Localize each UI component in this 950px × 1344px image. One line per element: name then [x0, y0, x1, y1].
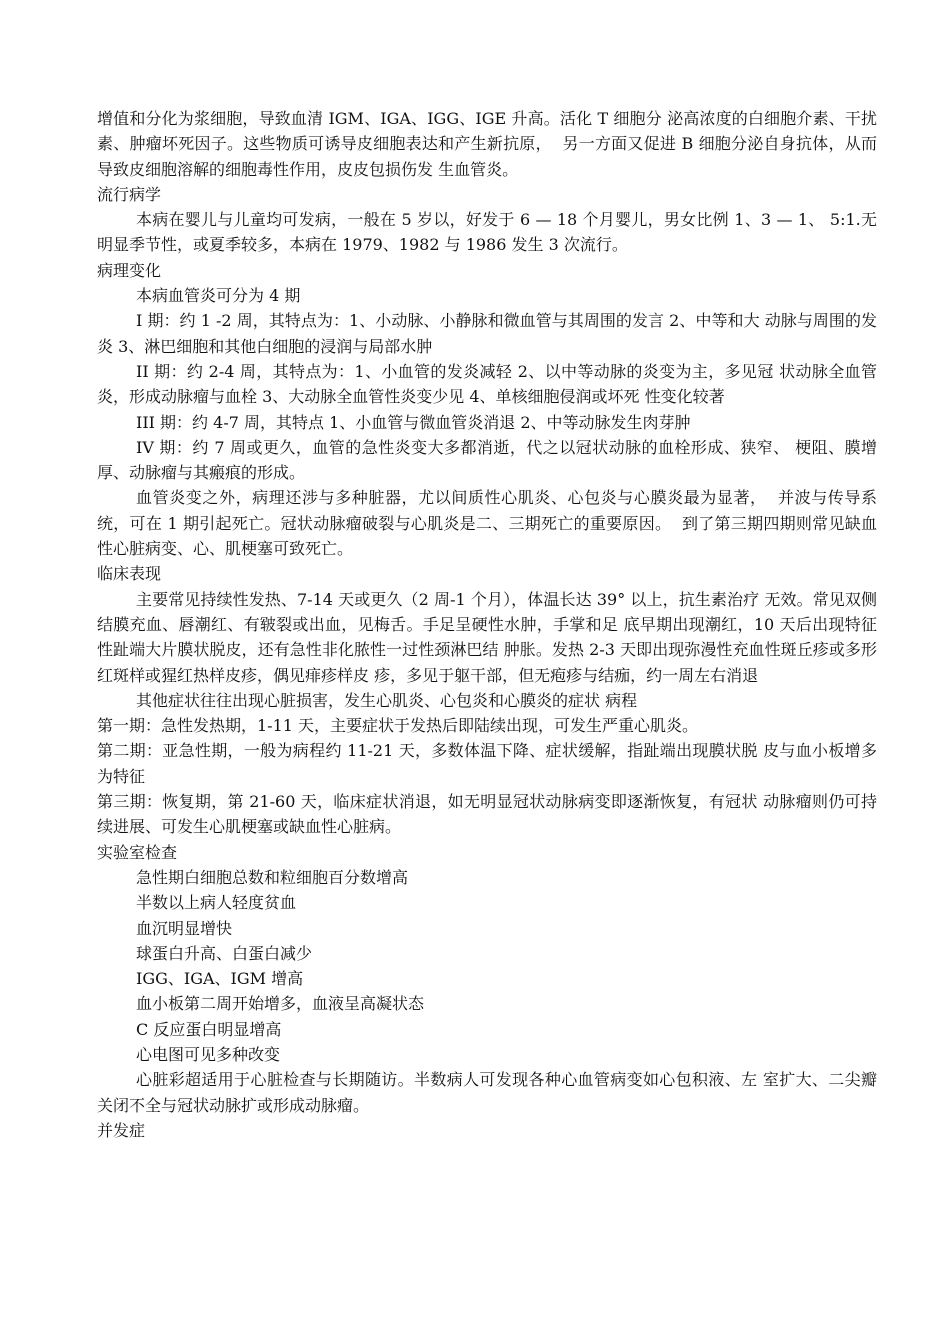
section-heading-epidemiology: 流行病学 [97, 184, 162, 204]
lab-item: 球蛋白升高、白蛋白减少 [136, 943, 313, 963]
section-heading-complications: 并发症 [97, 1120, 146, 1140]
pathology-summary: 血管炎变之外，病理还涉与多种脏器，尤以间质性心肌炎、心包炎与心膜炎最为显著， 并波与传导系统，可在 1 期引起死亡。冠状动脉瘤破裂与心肌炎是二、三期死亡的重要原因。 到了第三期四期则常见缺血性心脏病变、心、肌梗塞可致死亡。 [97, 488, 877, 559]
lab-item: 血沉明显增快 [136, 918, 233, 938]
pathology-stage-4: IV 期：约 7 周或更久，血管的急性炎变大多都消逝，代之以冠状动脉的血栓形成、狭窄、 梗阻、膜增厚、动脉瘤与其瘢痕的形成。 [97, 437, 877, 483]
section-heading-pathology: 病理变化 [97, 260, 162, 280]
clinical-period-2: 第二期：亚急性期，一般为病程约 11-21 天，多数体温下降、症状缓解，指趾端出现膜状脱 皮与血小板增多为特征 [97, 741, 877, 786]
clinical-period-3: 第三期：恢复期，第 21-60 天，临床症状消退，如无明显冠状动脉病变即逐渐恢复，有冠状 动脉瘤则仍可持续进展、可发生心肌梗塞或缺血性心脏病。 [97, 792, 877, 837]
clinical-period-1: 第一期：急性发热期，1-11 天，主要症状于发热后即陆续出现，可发生严重心肌炎。 [97, 716, 699, 736]
lab-item: 心电图可见多种改变 [136, 1044, 281, 1064]
intro-paragraph: 增值和分化为浆细胞，导致血清 IGM、IGA、IGG、IGE 升高。活化 T 细胞分 泌高浓度的白细胞介素、干扰素、肿瘤坏死因子。这些物质可诱导皮细胞表达和产生新抗原， 另一方面又促进 B 细胞分泌自身抗体，从而导致皮细胞溶解的细胞毒性作用，皮皮包损伤发 生血管炎。 [97, 109, 877, 179]
lab-item: IGG、IGA、IGM 增高 [136, 969, 304, 989]
lab-item: 半数以上病人轻度贫血 [136, 893, 297, 913]
section-heading-lab: 实验室检查 [97, 842, 178, 862]
pathology-intro: 本病血管炎可分为 4 期 [136, 286, 301, 306]
section-heading-clinical: 临床表现 [97, 564, 162, 584]
pathology-stage-2: II 期：约 2-4 周，其特点为：1、小血管的发炎减轻 2、以中等动脉的炎变为主，多见冠 状动脉全血管炎，形成动脉瘤与血栓 3、大动脉全血管性炎变少见 4、单核细胞侵润或坏死 性变化较著 [97, 361, 877, 407]
lab-item: 急性期白细胞总数和粒细胞百分数增高 [136, 867, 409, 887]
document-page [97, 106, 877, 1143]
pathology-stage-3: III 期：约 4-7 周，其特点 1、小血管与微血管炎消退 2、中等动脉发生肉芽肿 [136, 412, 691, 432]
pathology-stage-1: I 期：约 1 -2 周，其特点为：1、小动脉、小静脉和微血管与其周围的发言 2、中等和大 动脉与周围的发炎 3、淋巴细胞和其他白细胞的浸润与局部水肿 [97, 311, 877, 356]
clinical-main-paragraph: 主要常见持续性发热、7-14 天或更久（2 周-1 个月），体温长达 39° 以上，抗生素治疗 无效。常见双侧结膜充血、唇潮红、有皲裂或出血，见梅舌。手足呈硬性水肿，手掌和足 底早期出现潮红，10 天后出现特征性趾端大片膜状脱皮，还有急性非化脓性一过性颈淋巴结 肿胀。发热 2-3 天即出现弥漫性充血性斑丘疹或多形红斑样或猩红热样皮疹，偶见痱疹样皮 疹，多见于躯干部，但无疱疹与结痂，约一周左右消退 [97, 589, 877, 685]
lab-item: C 反应蛋白明显增高 [136, 1019, 282, 1039]
clinical-other-symptoms: 其他症状往往出现心脏损害，发生心肌炎、心包炎和心膜炎的症状 病程 [136, 690, 638, 710]
lab-item: 血小板第二周开始增多，血液呈高凝状态 [136, 994, 425, 1014]
lab-echo-paragraph: 心脏彩超适用于心脏检查与长期随访。半数病人可发现各种心血管病变如心包积液、左 室扩大、二尖瓣关闭不全与冠状动脉扩或形成动脉瘤。 [97, 1070, 877, 1115]
epidemiology-paragraph: 本病在婴儿与儿童均可发病，一般在 5 岁以，好发于 6 — 18 个月婴儿，男女比例 1、3 — 1、 5:1.无明显季节性，或夏季较多，本病在 1979、1982 与 1986 发生 3 次流行。 [97, 210, 877, 255]
